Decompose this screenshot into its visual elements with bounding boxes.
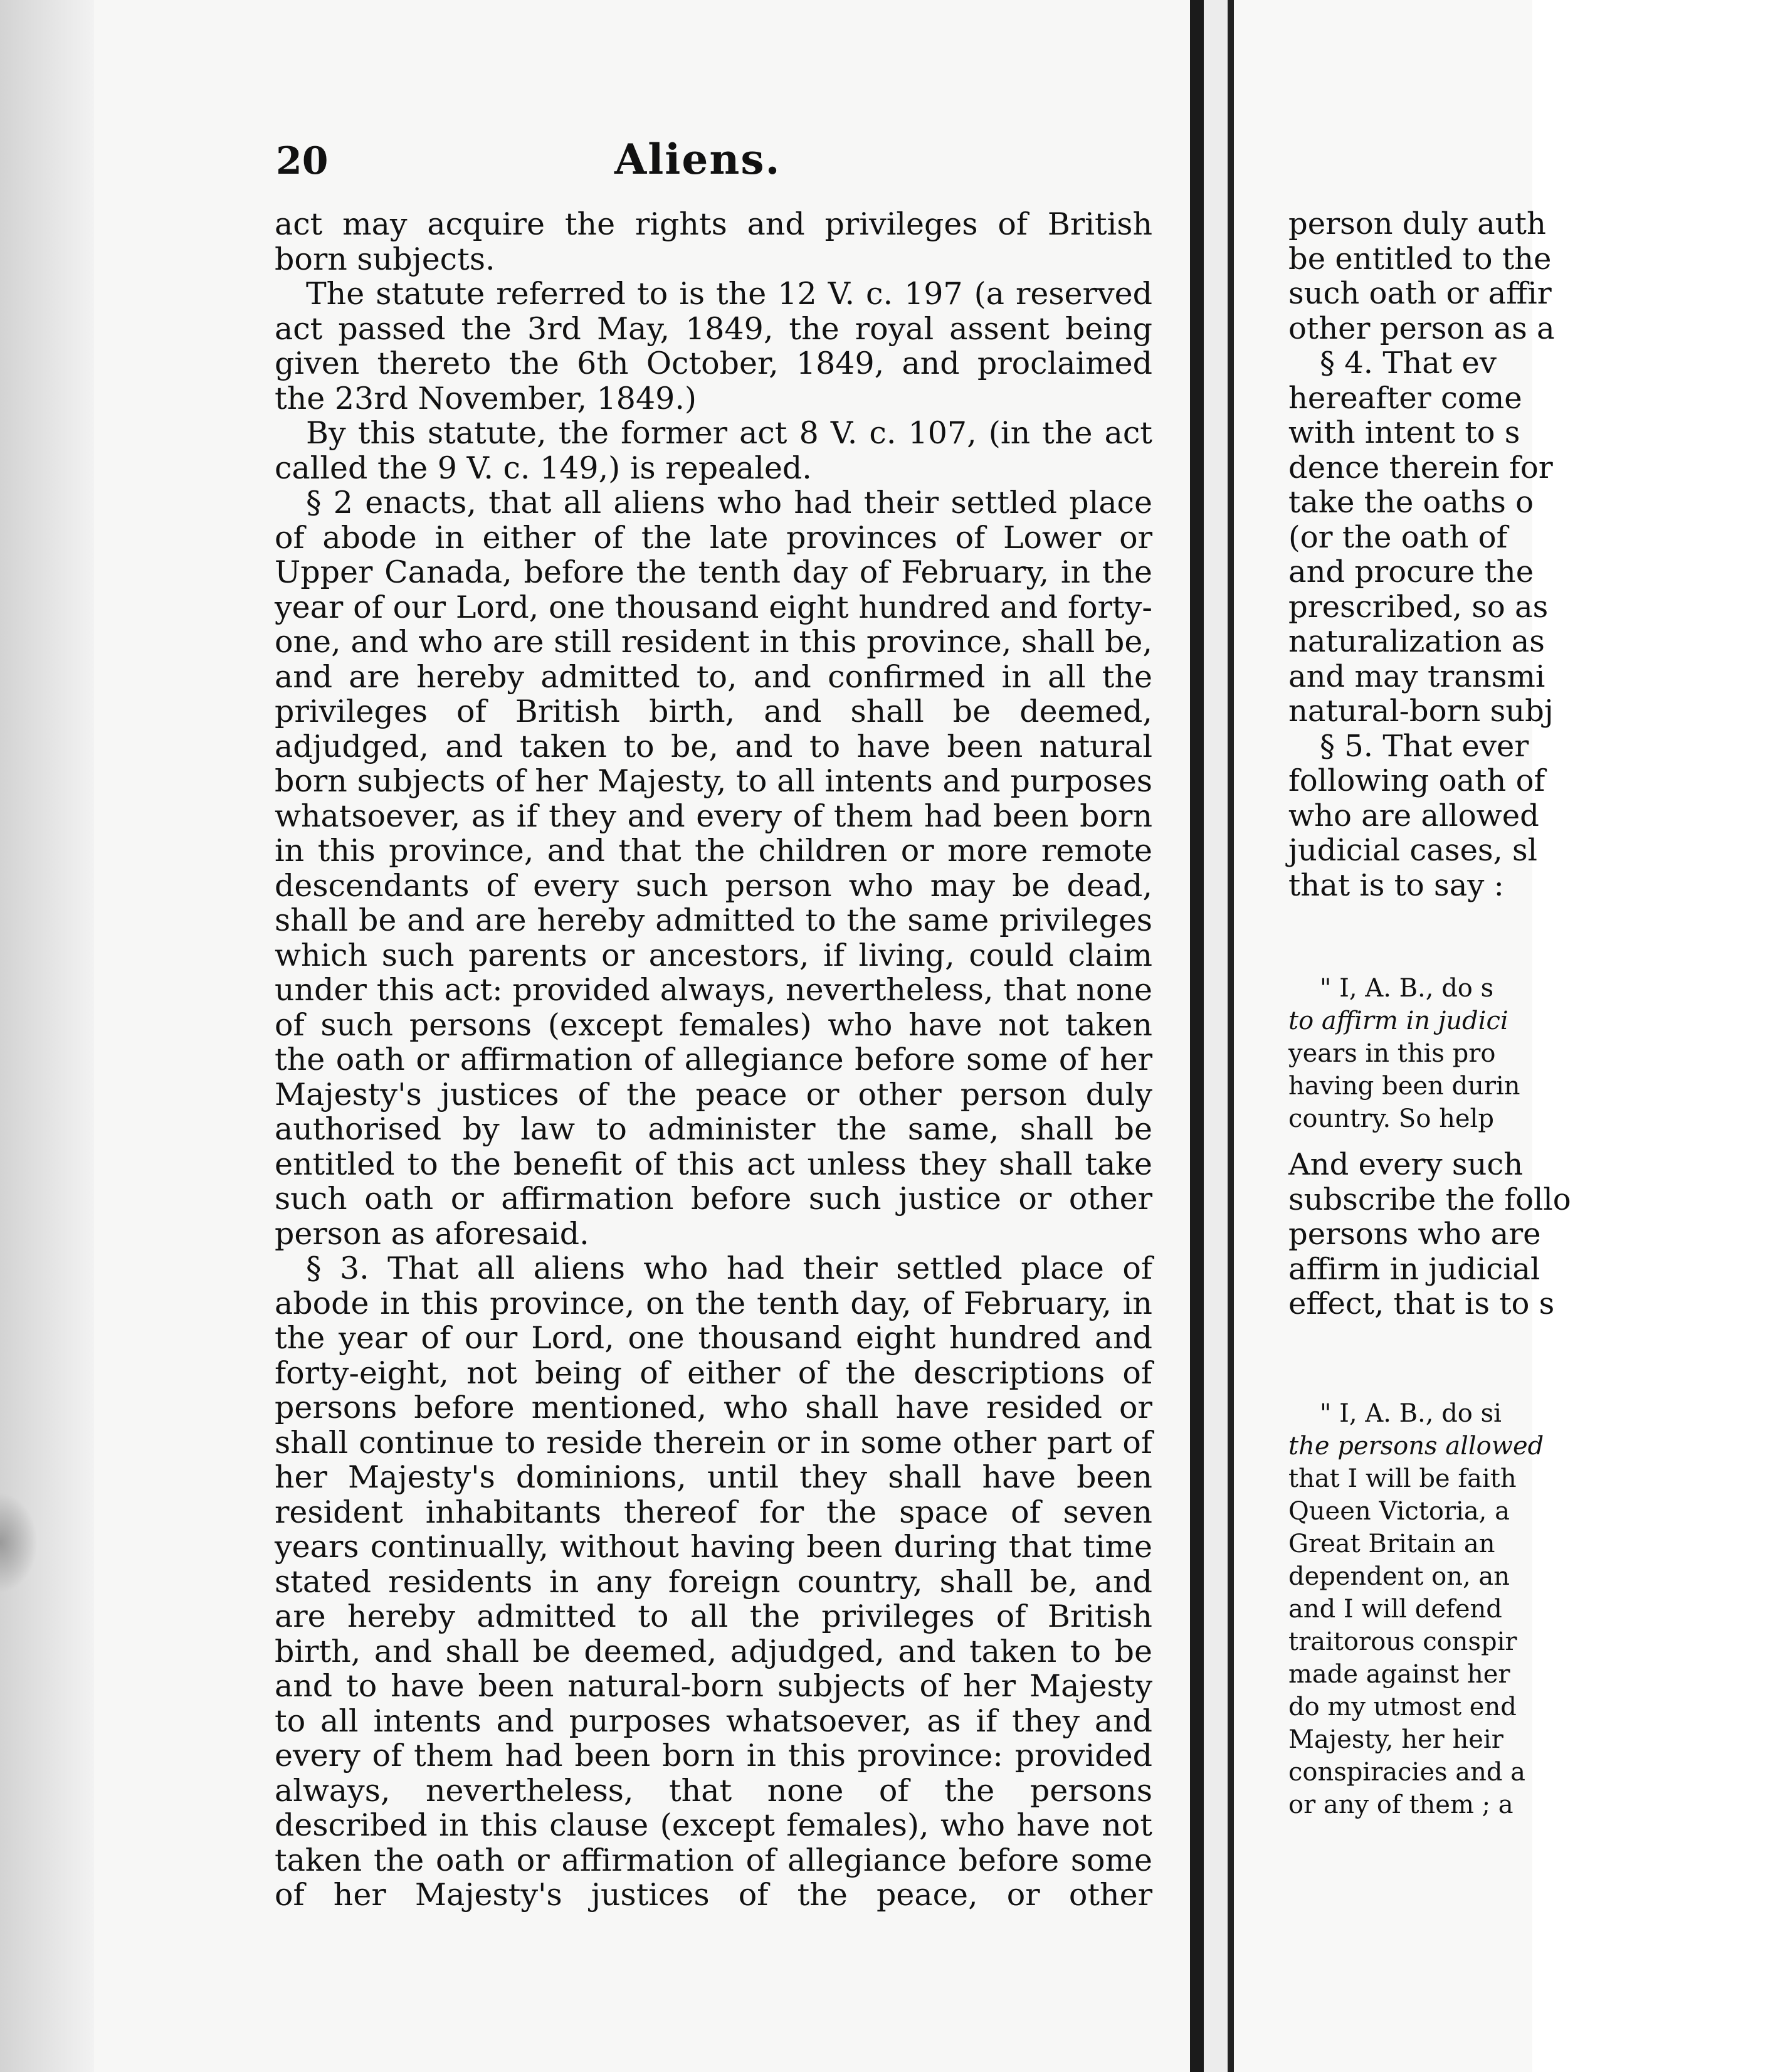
paragraph: act may acquire the rights and privileges of British born subjects. (275, 206, 1152, 277)
scan-stain (0, 1493, 38, 1593)
text-line: prescribed, so as (1288, 589, 1549, 625)
text-line: effect, that is to s (1288, 1286, 1555, 1321)
text-line: Majesty, her heir (1288, 1725, 1503, 1754)
text-line: affirm in judicial (1288, 1251, 1540, 1287)
text-line: judicial cases, sl (1288, 833, 1538, 868)
right-column-text (1288, 207, 1790, 1821)
text-line: country. So help (1288, 1104, 1494, 1133)
right-block-3 (1288, 1148, 1790, 1322)
text-line: persons who are (1288, 1217, 1541, 1252)
text-line: with intent to s (1288, 415, 1520, 450)
text-line: and procure the (1288, 554, 1534, 589)
text-line: Great Britain an (1288, 1529, 1495, 1558)
text-line: dependent on, an (1288, 1562, 1510, 1591)
right-block-4 (1288, 1397, 1790, 1821)
text-line: subscribe the follo (1288, 1181, 1571, 1217)
left-column-text (275, 207, 1152, 1913)
book-gutter (1204, 0, 1228, 2072)
text-line: or any of them ; a (1288, 1790, 1514, 1819)
text-line: years in this pro (1288, 1039, 1496, 1068)
paragraph: § 2 enacts, that all aliens who had their settled place of abode in either of the late provinces of Lower or Upper Canada, before the tenth day of February, in the year of our Lord, one thousand eight hundred and forty-one, and who are still resident in this province, shall be, and are hereby admitted to, and confirmed in all the privileges of British birth, and shall be deemed, adjudged, and taken to be, and to have been natural born subjects of her Majesty, to all intents and purposes whatsoever, as if they and every of them had been born in this province, and that the children or more remote descendants of every such person who may be dead, shall be and are hereby admitted to the same privileges which such parents or ancestors, if living, could claim under this act: provided always, nevertheless, that none of such persons (except females) who have not taken the oath or affirmation of allegiance before some of her Majesty's justices of the peace or other person duly authorised by law to administer the same, shall be entitled to the benefit of this act unless they shall take such oath or affirmation before such justice or other person as aforesaid. (275, 485, 1152, 1252)
text-line: to affirm in judici (1288, 1007, 1508, 1035)
text-line: (or the oath of (1288, 519, 1508, 555)
text-line: And every such (1288, 1147, 1524, 1182)
text-line: other person as a (1288, 310, 1555, 346)
text-line: made against her (1288, 1659, 1510, 1689)
running-head: Aliens. (614, 135, 781, 184)
text-line: Queen Victoria, a (1288, 1496, 1510, 1526)
text-line: who are allowed (1288, 798, 1539, 833)
right-block-2 (1288, 972, 1790, 1135)
text-line: person duly auth (1288, 206, 1546, 241)
text-line: " I, A. B., do s (1320, 974, 1494, 1003)
text-line: natural-born subj (1288, 694, 1554, 729)
text-line: conspiracies and a (1288, 1757, 1526, 1787)
text-line: traitorous conspir (1288, 1627, 1517, 1656)
paragraph: § 3. That all aliens who had their settled place of abode in this province, on the tenth day, of February, in the year of our Lord, one thousand eight hundred and forty-eight, not being of either of the descriptions of persons before mentioned, who shall have resided or shall continue to reside therein or in some other part of her Majesty's dominions, until they shall have been resident inhabitants thereof for the space of seven years continually, without having been during that time stated residents in any foreign country, shall be, and are hereby admitted to all the privileges of British birth, and shall be deemed, adjudged, and taken to be and to have been natural-born subjects of her Majesty to all intents and purposes whatsoever, as if they and every of them had been born in this province: provided always, nevertheless, that none of the persons described in this clause (except females), who have not taken the oath or affirmation of allegiance before some of her Majesty's justices of the peace, or other (275, 1250, 1152, 1913)
text-line: § 5. That ever (1320, 728, 1529, 764)
text-line: take the oaths o (1288, 485, 1534, 520)
gutter-rule (1228, 0, 1234, 2072)
text-line: the persons allowed (1288, 1431, 1544, 1461)
text-line: do my utmost end (1288, 1692, 1517, 1721)
scan-margin (0, 0, 94, 2072)
text-line: such oath or affir (1288, 276, 1552, 311)
text-line: that is to say : (1288, 867, 1504, 903)
text-line: dence therein for (1288, 450, 1553, 485)
text-line: following oath of (1288, 763, 1545, 798)
right-block-1 (1288, 207, 1790, 903)
page-number: 20 (276, 139, 329, 183)
text-line: be entitled to the (1288, 241, 1552, 277)
text-line: that I will be faith (1288, 1464, 1517, 1493)
text-line: and I will defend (1288, 1594, 1502, 1624)
paragraph: The statute referred to is the 12 V. c. 197 (a reserved act passed the 3rd May, 1849, the royal assent being given thereto the 6th October, 1849, and proclaimed the 23rd November, 1849.) (275, 276, 1152, 416)
text-line: and may transmi (1288, 658, 1545, 694)
text-line: " I, A. B., do si (1320, 1398, 1502, 1428)
paragraph: By this statute, the former act 8 V. c. 107, (in the act called the 9 V. c. 149,) is repealed. (275, 415, 1152, 486)
text-line: § 4. That ev (1320, 346, 1497, 381)
text-line: naturalization as (1288, 624, 1545, 659)
text-line: having been durin (1288, 1072, 1520, 1101)
text-line: hereafter come (1288, 380, 1522, 416)
